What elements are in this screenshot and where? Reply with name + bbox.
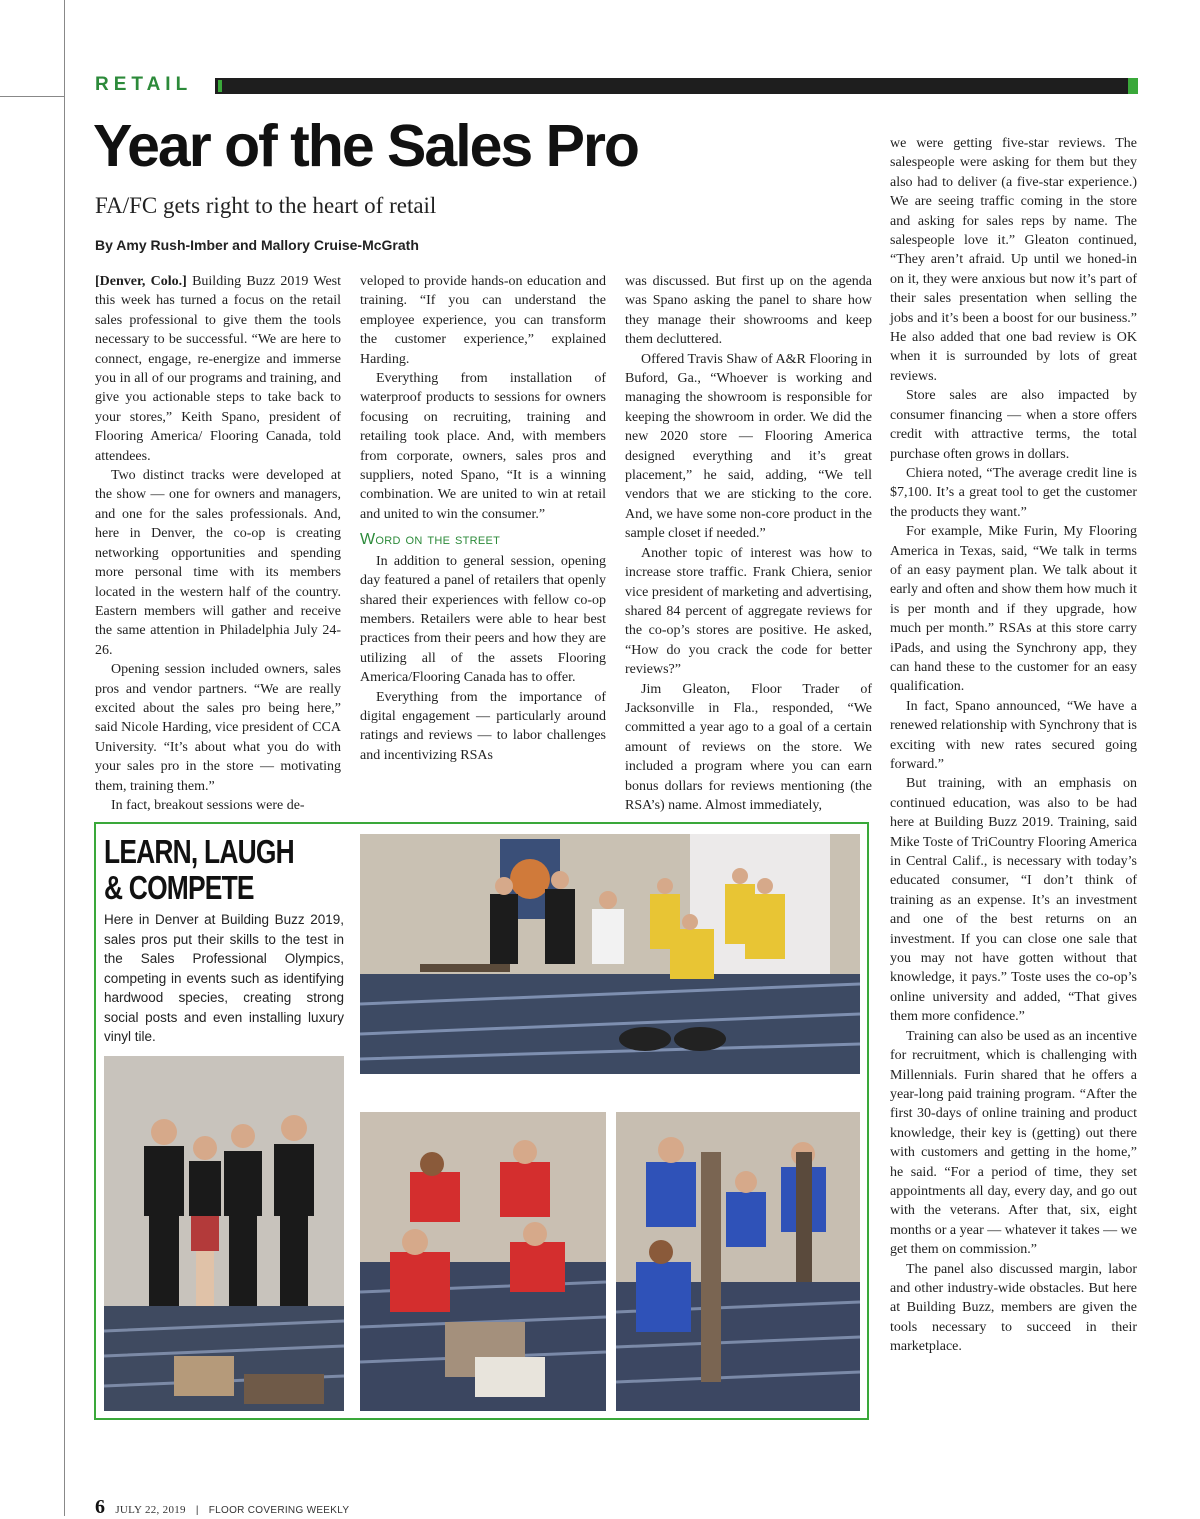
- article-paragraph: Another topic of interest was how to increase store traffic. Frank Chiera, senior vice president of marketing and advertising, shared 84 percent of aggregate reviews for the co-op’s stores are positive. He asked, “How do you crack the code for better reviews?”: [625, 545, 872, 678]
- publication-name: FLOOR COVERING WEEKLY: [208, 1505, 350, 1516]
- photo-blue-team-planks: [616, 1112, 860, 1411]
- article-paragraph: Chiera noted, “The average credit line is $7,100. It’s a great tool to get the customer the products they want.”: [890, 465, 1137, 520]
- section-rule-end-accent: [1128, 78, 1138, 94]
- article-paragraph: The panel also discussed margin, labor and other industry-wide obstacles. But here at Building Buzz, members are given the tools necessary to succeed in their marketplace.: [890, 1261, 1137, 1355]
- article-paragraph: Store sales are also impacted by consumer financing — when a store offers credit with attractive terms, the total purchase often grows in dollars.: [890, 388, 1137, 462]
- article-paragraph: Jim Gleaton, Floor Trader of Jacksonville in Fla., responded, “We committed a year ago to a goal of a certain amount of reviews on the store. We included a program where you can earn bonus dollars for reviews mentioning (the RSA’s) name. Almost immediately,: [625, 681, 872, 813]
- paragraph-text: Building Buzz 2019 West this week has turned a focus on the retail sales professional to give them the tools necessary to be successful. “We are here to connect, engage, re-energize and immerse you in all of our programs and training, and give you actionable steps to take back to your stores,” Keith Spano, president of Flooring America/ Flooring Canada, told attendees.: [95, 274, 341, 464]
- footer-separator: |: [195, 1505, 199, 1516]
- article-paragraph: Everything from installation of waterproof products to sessions for owners focusing on recruiting, training and retailing took place. And, with members from corporate, owners, sales pros and suppliers, noted Spano, “It is a winning combination. We are united to win at retail and united to win the consumer.”: [360, 371, 606, 522]
- section-rule: [215, 78, 1138, 94]
- article-column-4: [890, 134, 1137, 1357]
- headline: Year of the Sales Pro: [93, 113, 638, 179]
- sidebar-title-line-1: LEARN, LAUGH: [104, 833, 294, 870]
- article-paragraph: Two distinct tracks were developed at the show — one for owners and managers, and one for the sales professionals. And, here in Denver, the co-op is creating networking opportunities and spending more personal time with its members located in the western half of the country. Eastern members will gather and receive the same attention in Philadelphia July 24-26.: [95, 468, 341, 658]
- sidebar-title-line-2: & COMPETE: [104, 869, 254, 906]
- issue-date: JULY 22, 2019: [115, 1504, 186, 1516]
- crop-mark-horizontal: [0, 96, 64, 97]
- page-number: 6: [95, 1496, 106, 1518]
- article-paragraph: For example, Mike Furin, My Flooring America in Texas, said, “We talk in terms of an easy payment plan. We talk about it early and often and show them how much it is per month and if they upgrade, how much per month.” RSAs at this store carry iPads, and using the Synchrony app, they can hand these to the customer for an easy qualification.: [890, 524, 1137, 695]
- article-paragraph: But training, with an emphasis on continued education, was also to be had here at Building Buzz 2019. Training, said Mike Toste of TriCountry Flooring America in Central Calif., is necessary with today’s educated consumer, “I don’t think of training as an expense. It’s an investment and one of the best returns on an investment. If you can close one sale that you may not have gotten without that knowledge, it pays.” Toste uses the co-op’s online university and added, “That gives them more confidence.”: [890, 776, 1137, 1025]
- article-paragraph: In fact, Spano announced, “We have a renewed relationship with Synchrony that is exciting with new rates secured going forward.”: [890, 698, 1137, 772]
- article-paragraph: was discussed. But first up on the agenda was Spano asking the panel to share how they manage their showrooms and keep them decluttered.: [625, 274, 872, 348]
- article-paragraph: Everything from the importance of digital engagement — particularly around ratings and reviews — to labor challenges and incentivizing RSAs: [360, 689, 606, 763]
- article-paragraph: In fact, breakout sessions were de-: [111, 797, 305, 813]
- article-paragraph: Opening session included owners, sales pros and vendor partners. “We are really excited about the sales pro being here,” said Nicole Harding, vice president of CCA University. “It’s about what you do with your sales pro in the store — motivating them, training them.”: [95, 662, 341, 794]
- article-paragraph: [95, 272, 341, 466]
- photo-conference-room-competition: [360, 834, 860, 1074]
- subhead: FA/FC gets right to the heart of retail: [95, 193, 437, 218]
- article-paragraph: Offered Travis Shaw of A&R Flooring in Buford, Ga., “Whoever is working and managing the showroom is responsible for keeping the showroom in order. We did the new 2020 store — Flooring America designed everything and it’s great placement,” he said, adding, “We tell vendors that we are sticking to the core. And, we have some non-core product in the sample closet if needed.”: [625, 351, 872, 542]
- article-column-2: [360, 272, 606, 765]
- section-label: RETAIL: [95, 74, 193, 95]
- article-paragraph: Training can also be used as an incentive for recruitment, which is challenging with Millennials. Furin shared that he offers a year-long paid training program. “After the first 30-days of online training and product knowledge, their key is (getting) out there with customers and getting in the home,” he said. “For a period of time, they set appointments all day, every day, and go out with the veterans. After that, six, eight months or a year — whatever it takes — we get them on commission.”: [890, 1028, 1137, 1258]
- byline: By Amy Rush-Imber and Mallory Cruise-McGrath: [95, 237, 419, 253]
- photo-group-pose: [104, 1056, 344, 1411]
- article-paragraph: veloped to provide hands-on education and training. “If you can understand the employee experience, you can transform the customer experience,” explained Harding.: [360, 274, 606, 367]
- article-column-3: [625, 272, 872, 815]
- sidebar-title: [104, 834, 296, 906]
- dateline: [Denver, Colo.]: [95, 274, 187, 289]
- subsection-heading: Word on the street: [360, 531, 501, 549]
- article-column-1: [95, 272, 341, 815]
- article-paragraph: In addition to general session, opening day featured a panel of retailers that openly shared their experiences with fellow co-op members. Retailers were able to hear best practices from their peers and how they are utilizing all of the assets Flooring America/Flooring Canada has to offer.: [360, 553, 606, 686]
- photo-red-team-samples: [360, 1112, 606, 1411]
- sidebar-caption: Here in Denver at Building Buzz 2019, sales pros put their skills to the test in the Sales Professional Olympics, competing in events such as identifying hardwood species, creating strong social posts and even installing luxury vinyl tile.: [104, 912, 344, 1044]
- crop-mark-vertical: [64, 0, 65, 1516]
- section-rule-accent: [218, 80, 222, 92]
- article-paragraph: we were getting five-star reviews. The salespeople were asking for them but they also had to deliver (a five-star experience.) We are seeing traffic coming in the store and asking for sales reps by name. The salespeople love it.” Gleaton continued, “They aren’t afraid. Up until we honed-in on it, they were anxious but now it’s part of their sales presentation when selling the jobs and it’s been a boost for our business.” He also added that one bad review is OK when it is surrounded by lots of great reviews.: [890, 136, 1137, 384]
